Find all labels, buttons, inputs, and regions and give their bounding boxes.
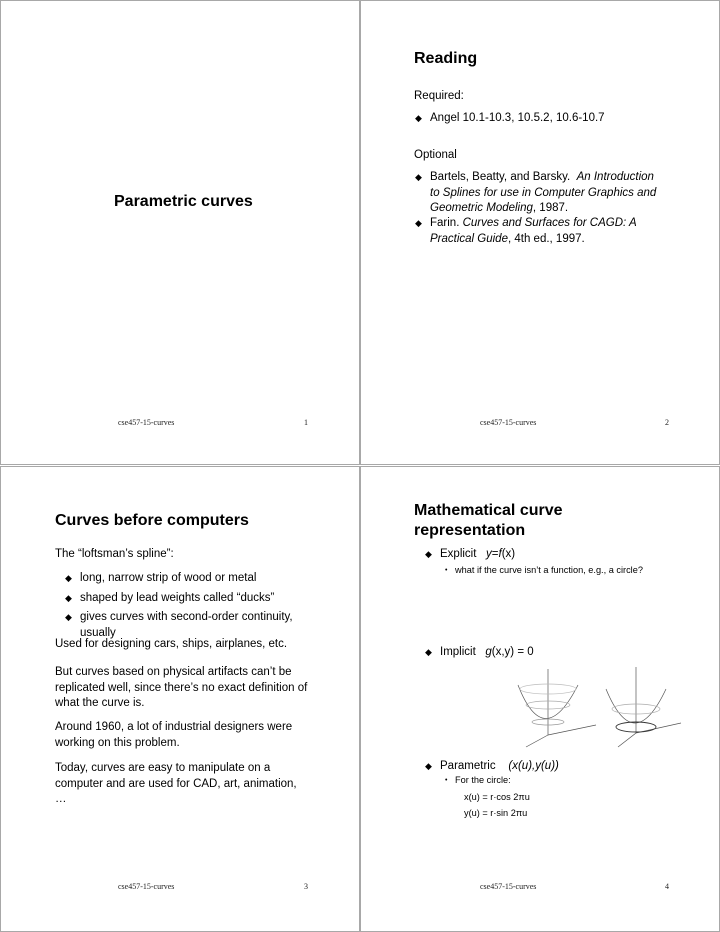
bullet-dot-icon: • bbox=[445, 567, 448, 574]
implicit-surface-figure bbox=[506, 667, 716, 757]
bullet-dot-icon: • bbox=[445, 777, 448, 784]
optional-item-1: ◆ Bartels, Beatty, and Barsky. An Introduction to Splines for use in Computer Graphics and Geometric Modeling, 1987. bbox=[415, 171, 657, 214]
bullet-diamond-icon: ◆ bbox=[65, 612, 72, 622]
slide-3-title: Curves before computers bbox=[55, 512, 249, 529]
bullet-diamond-icon: ◆ bbox=[425, 549, 432, 559]
slide-1-page-number: 1 bbox=[304, 418, 308, 427]
bullet-diamond-icon: ◆ bbox=[65, 593, 72, 603]
slide-4-title: Mathematical curve representation bbox=[414, 502, 563, 539]
slide-4 bbox=[360, 466, 720, 932]
slide-2 bbox=[360, 0, 720, 465]
circle-note: • For the circle: bbox=[445, 775, 511, 785]
slide-1-footer-label: cse457-15-curves bbox=[118, 418, 175, 427]
equation-x: x(u) = r·cos 2πu bbox=[464, 792, 530, 802]
implicit-bullet: ◆ Implicit g(x,y) = 0 bbox=[440, 645, 534, 661]
slide-2-footer-label: cse457-15-curves bbox=[480, 418, 537, 427]
bullet-diamond-icon: ◆ bbox=[415, 113, 422, 123]
bullet-3: ◆ gives curves with second-order continuity, usually bbox=[65, 611, 293, 639]
bullet-diamond-icon: ◆ bbox=[415, 172, 422, 182]
loftsman-intro: The “loftsman’s spline”: bbox=[55, 548, 174, 560]
explicit-bullet: ◆ Explicit y=f(x) bbox=[440, 547, 515, 563]
slide-4-footer-label: cse457-15-curves bbox=[480, 882, 537, 891]
slide-1 bbox=[0, 0, 360, 465]
slide-4-page-number: 4 bbox=[665, 882, 669, 891]
equation-y: y(u) = r·sin 2πu bbox=[464, 808, 528, 818]
slide-3-footer-label: cse457-15-curves bbox=[118, 882, 175, 891]
bullet-2: ◆ shaped by lead weights called “ducks” bbox=[80, 591, 274, 607]
slide-2-page-number: 2 bbox=[665, 418, 669, 427]
paragraph-3: Around 1960, a lot of industrial designers were working on this problem. bbox=[55, 721, 293, 749]
required-item: ◆ Angel 10.1-10.3, 10.5.2, 10.6-10.7 bbox=[430, 111, 605, 127]
bullet-diamond-icon: ◆ bbox=[425, 647, 432, 657]
slide-3 bbox=[0, 466, 360, 932]
slide-1-title: Parametric curves bbox=[114, 193, 253, 210]
optional-label: Optional bbox=[414, 149, 457, 161]
paraboloid-right-diagram bbox=[606, 667, 681, 747]
paraboloid-left-diagram bbox=[518, 669, 596, 747]
bullet-diamond-icon: ◆ bbox=[65, 573, 72, 583]
required-label: Required: bbox=[414, 90, 464, 102]
parametric-bullet: ◆ Parametric (x(u),y(u)) bbox=[440, 759, 559, 775]
slide-2-title: Reading bbox=[414, 50, 478, 67]
paragraph-4: Today, curves are easy to manipulate on a computer and are used for CAD, art, animation, … bbox=[55, 762, 297, 805]
explicit-note: • what if the curve isn’t a function, e.g., a circle? bbox=[445, 565, 643, 575]
slide-3-page-number: 3 bbox=[304, 882, 308, 891]
bullet-diamond-icon: ◆ bbox=[415, 218, 422, 228]
paragraph-1: Used for designing cars, ships, airplanes, etc. bbox=[55, 638, 288, 650]
paragraph-2: But curves based on physical artifacts can’t be replicated well, since there’s no exact definition of what the curve is. bbox=[55, 666, 308, 709]
bullet-diamond-icon: ◆ bbox=[425, 761, 432, 771]
optional-item-2: ◆ Farin. Curves and Surfaces for CAGD: A Practical Guide, 4th ed., 1997. bbox=[415, 217, 637, 245]
bullet-1: ◆ long, narrow strip of wood or metal bbox=[80, 571, 256, 587]
